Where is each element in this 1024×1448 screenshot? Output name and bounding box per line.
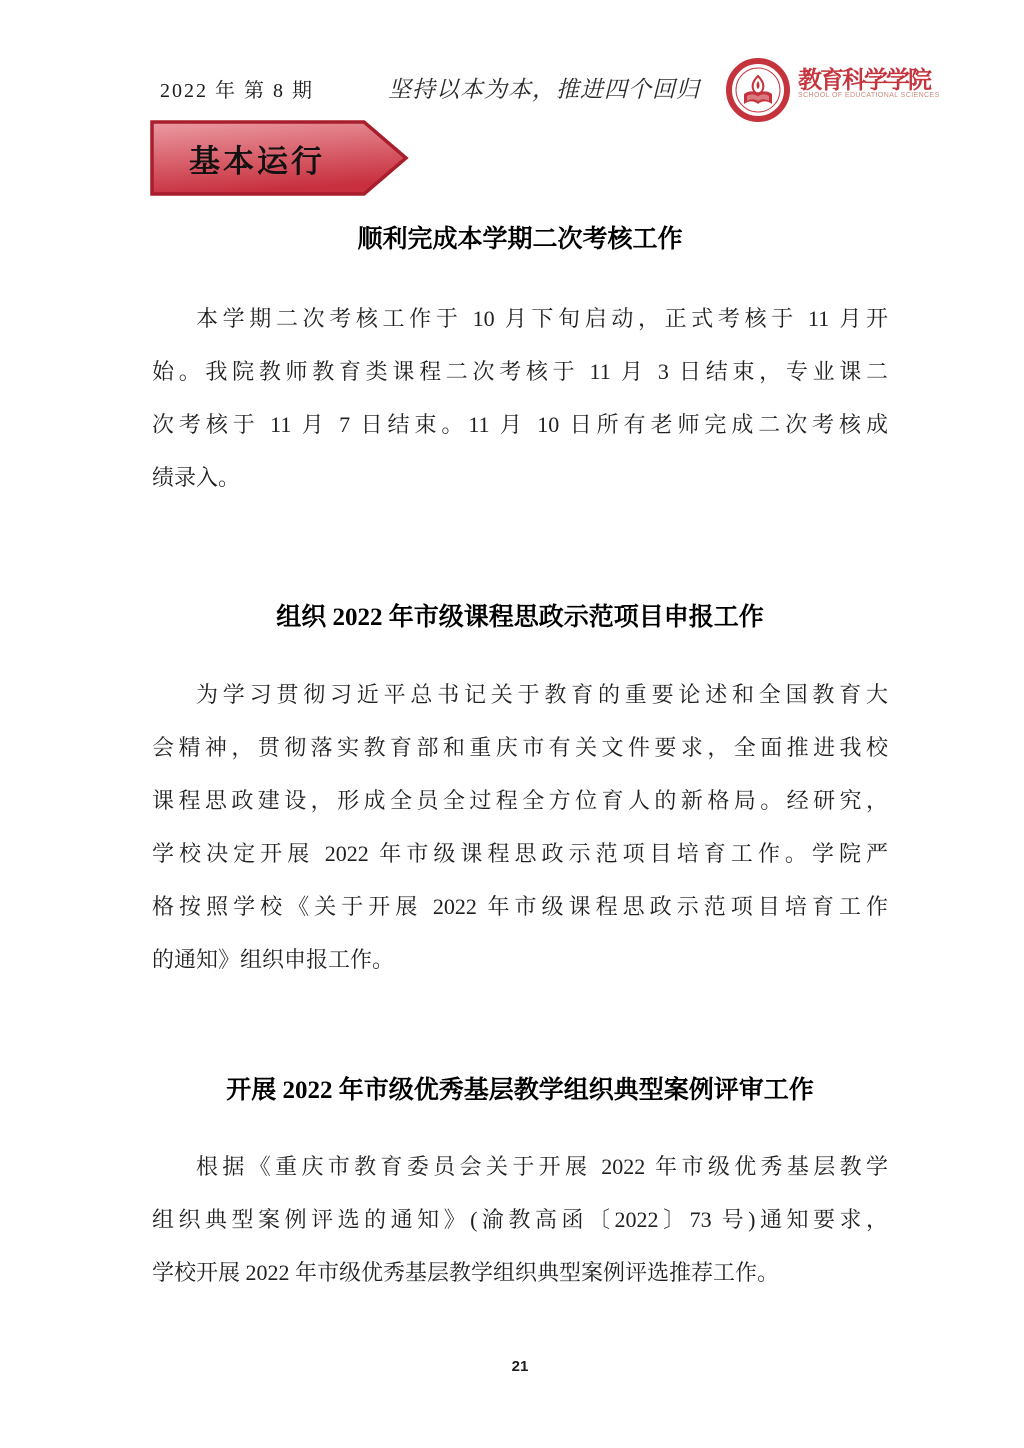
text-line: 课程思政建设，形成全员全过程全方位育人的新格局。经研究， [152, 788, 888, 813]
section-title-1: 顺利完成本学期二次考核工作 [357, 226, 683, 253]
school-name-cn: 教育科学学院 [798, 68, 930, 94]
seal-icon [724, 56, 792, 124]
text-line: 学校开展 2022 年市级优秀基层教学组织典型案例评选推荐工作。 [152, 1260, 780, 1285]
section-title-3: 开展 2022 年市级优秀基层教学组织典型案例评审工作 [226, 1077, 814, 1104]
section-body-2 [152, 668, 888, 986]
header-motto: 坚持以本为本，推进四个回归 [388, 77, 700, 102]
text-line: 格按照学校《关于开展 2022 年市级课程思政示范项目培育工作 [152, 894, 888, 919]
issue-number: 2022 年 第 8 期 [160, 80, 314, 102]
banner-label: 基本运行 [189, 143, 325, 179]
text-line: 本学期二次考核工作于 10 月下旬启动，正式考核于 11 月开 [196, 306, 888, 331]
school-name-en: SCHOOL OF EDUCATIONAL SCIENCES [798, 92, 940, 99]
text-line: 会精神，贯彻落实教育部和重庆市有关文件要求，全面推进我校 [152, 735, 888, 760]
page-number: 21 [511, 1358, 529, 1375]
text-line: 根据《重庆市教育委员会关于开展 2022 年市级优秀基层教学 [196, 1154, 888, 1179]
section-title-2: 组织 2022 年市级课程思政示范项目申报工作 [276, 604, 764, 631]
school-logo [712, 52, 940, 124]
text-line: 次考核于 11 月 7 日结束。11 月 10 日所有老师完成二次考核成 [152, 412, 888, 437]
section-body-3 [152, 1140, 888, 1299]
text-line: 的通知》组织申报工作。 [152, 947, 395, 972]
section-banner [150, 119, 410, 199]
text-line: 绩录入。 [152, 465, 241, 490]
text-line: 为学习贯彻习近平总书记关于教育的重要论述和全国教育大 [196, 682, 888, 707]
text-line: 学校决定开展 2022 年市级课程思政示范项目培育工作。学院严 [152, 841, 888, 866]
text-line: 组织典型案例评选的通知》(渝教高函〔2022〕73 号)通知要求， [152, 1207, 888, 1232]
text-line: 始。我院教师教育类课程二次考核于 11 月 3 日结束，专业课二 [152, 359, 888, 384]
section-body-1 [152, 292, 888, 504]
